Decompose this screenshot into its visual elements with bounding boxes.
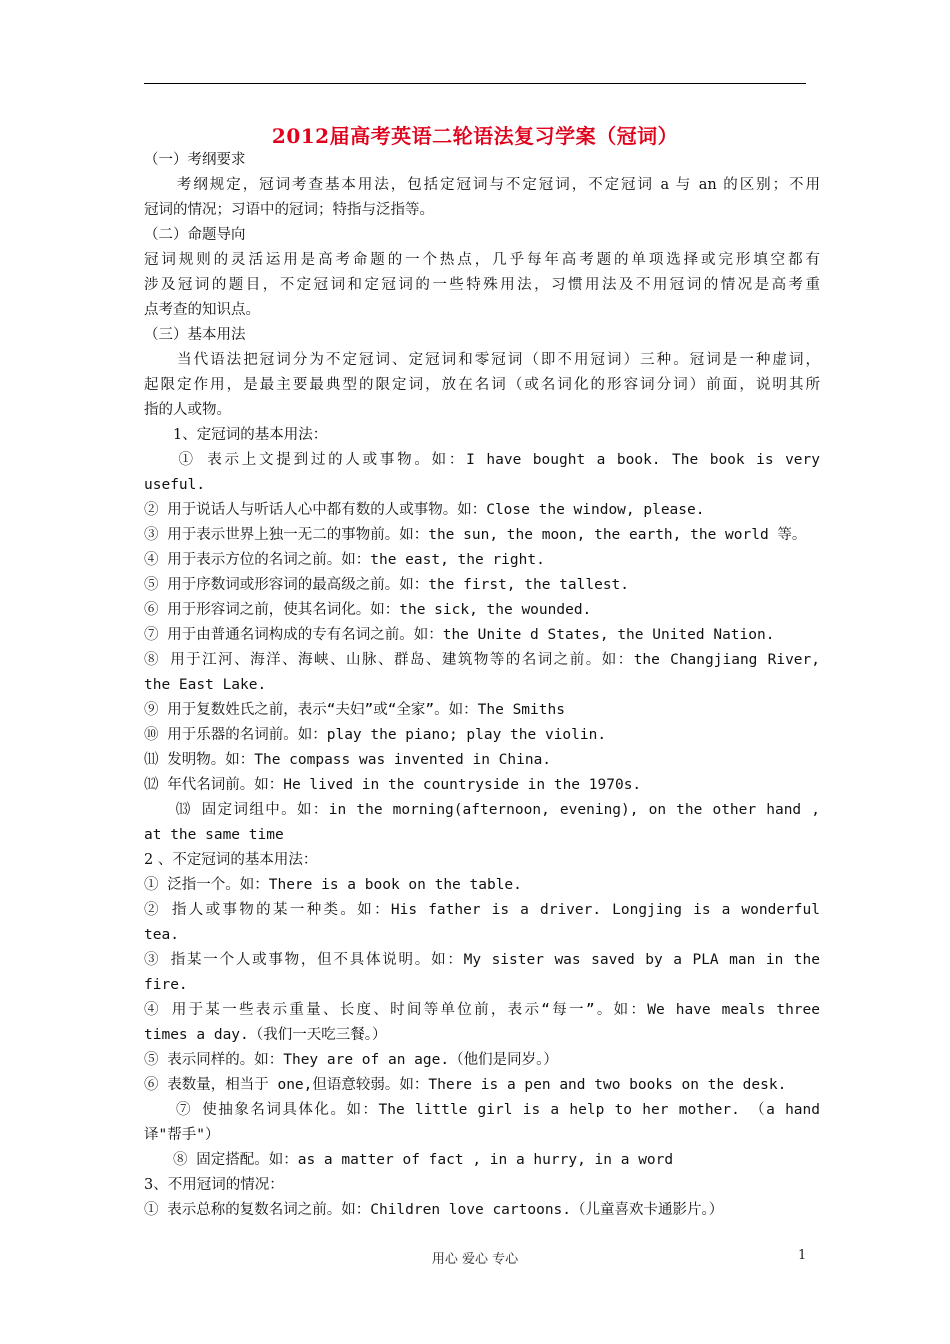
list-item-continuation: tea. [144, 927, 179, 943]
list-item: ⑩ 用于乐器的名词前。如：play the piano; play the violin. [144, 727, 607, 743]
list-item: ③ 用于表示世界上独一无二的事物前。如：the sun, the moon, the earth, the world 等。 [144, 527, 807, 543]
section-heading: （二）命题导向 [144, 227, 246, 243]
list-item: ④ 用于某一些表示重量、长度、时间等单位前，表示“每一”。如：We have meals three [144, 1002, 820, 1018]
paragraph-line: 当代语法把冠词分为不定冠词、定冠词和零冠词（即不用冠词）三种。冠词是一种虚词， [144, 352, 820, 368]
subsection-heading: 2 、不定冠词的基本用法： [144, 852, 318, 868]
list-item-continuation: times a day.（我们一天吃三餐。） [144, 1027, 387, 1043]
document-body [144, 148, 820, 1223]
list-item: ⑦ 使抽象名词具体化。如：The little girl is a help to her mother. （a hand [144, 1102, 820, 1118]
list-item: ⑿ 年代名词前。如：He lived in the countryside in the 1970s. [144, 777, 642, 793]
header-rule [144, 83, 806, 84]
subsection-heading: 3、不用冠词的情况： [144, 1177, 284, 1193]
list-item-continuation: at the same time [144, 827, 284, 843]
list-item: ⒀ 固定词组中。如：in the morning(afternoon, evening), on the other hand , [144, 802, 820, 818]
page-number: 1 [798, 1248, 807, 1263]
list-item-continuation: 译"帮手"） [144, 1127, 220, 1143]
list-item: ⑦ 用于由普通名词构成的专有名词之前。如：the Unite d States, the United Nation. [144, 627, 775, 643]
list-item: ② 用于说话人与听话人心中都有数的人或事物。如：Close the window, please. [144, 502, 705, 518]
paragraph-line: 考纲规定，冠词考查基本用法，包括定冠词与不定冠词，不定冠词 a 与 an 的区别；不用 [144, 177, 820, 193]
paragraph-line: 冠词的情况；习语中的冠词；特指与泛指等。 [144, 202, 434, 218]
list-item-continuation: fire. [144, 977, 188, 993]
list-item: ② 指人或事物的某一种类。如：His father is a driver. Longjing is a wonderful [144, 902, 820, 918]
paragraph-line: 冠词规则的灵活运用是高考命题的一个热点，几乎每年高考题的单项选择或完形填空都有 [144, 252, 820, 268]
list-item: ③ 指某一个人或事物，但不具体说明。如：My sister was saved by a PLA man in the [144, 952, 820, 968]
list-item: ⑾ 发明物。如：The compass was invented in China. [144, 752, 552, 768]
paragraph-line: 涉及冠词的题目，不定冠词和定冠词的一些特殊用法，习惯用法及不用冠词的情况是高考重 [144, 277, 820, 293]
paragraph-line: 起限定作用，是最主要最典型的限定词，放在名词（或名词化的形容词分词）前面，说明其所 [144, 377, 820, 393]
list-item: ⑤ 用于序数词或形容词的最高级之前。如：the first, the tallest. [144, 577, 630, 593]
list-item: ① 表示总称的复数名词之前。如：Children love cartoons.（儿童喜欢卡通影片。） [144, 1202, 724, 1218]
subsection-heading: 1、定冠词的基本用法： [144, 427, 328, 443]
list-item: ① 泛指一个。如：There is a book on the table. [144, 877, 522, 893]
paragraph-line: 点考查的知识点。 [144, 302, 260, 318]
list-item: ④ 用于表示方位的名词之前。如：the east, the right. [144, 552, 545, 568]
list-item: ⑤ 表示同样的。如：They are of an age.（他们是同岁。） [144, 1052, 558, 1068]
paragraph-line: 指的人或物。 [144, 402, 231, 418]
list-item: ⑧ 固定搭配。如：as a matter of fact , in a hurry, in a word [144, 1152, 674, 1168]
list-item: ⑨ 用于复数姓氏之前，表示“夫妇”或“全家”。如：The Smiths [144, 702, 565, 718]
section-heading: （三）基本用法 [144, 327, 246, 343]
list-item: ⑥ 表数量，相当于 one,但语意较弱。如：There is a pen and two books on the desk. [144, 1077, 787, 1093]
list-item-continuation: the East Lake. [144, 677, 267, 693]
list-item-continuation: useful. [144, 477, 206, 493]
list-item: ① 表示上文提到过的人或事物。如：I have bought a book. The book is very [144, 452, 820, 468]
list-item: ⑥ 用于形容词之前，使其名词化。如：the sick, the wounded. [144, 602, 592, 618]
list-item: ⑧ 用于江河、海洋、海峡、山脉、群岛、建筑物等的名词之前。如：the Changjiang River, [144, 652, 820, 668]
section-heading: （一）考纲要求 [144, 152, 246, 168]
document-title: 2012届高考英语二轮语法复习学案（冠词） [271, 124, 679, 148]
page-footer: 用心 爱心 专心 [431, 1252, 519, 1267]
